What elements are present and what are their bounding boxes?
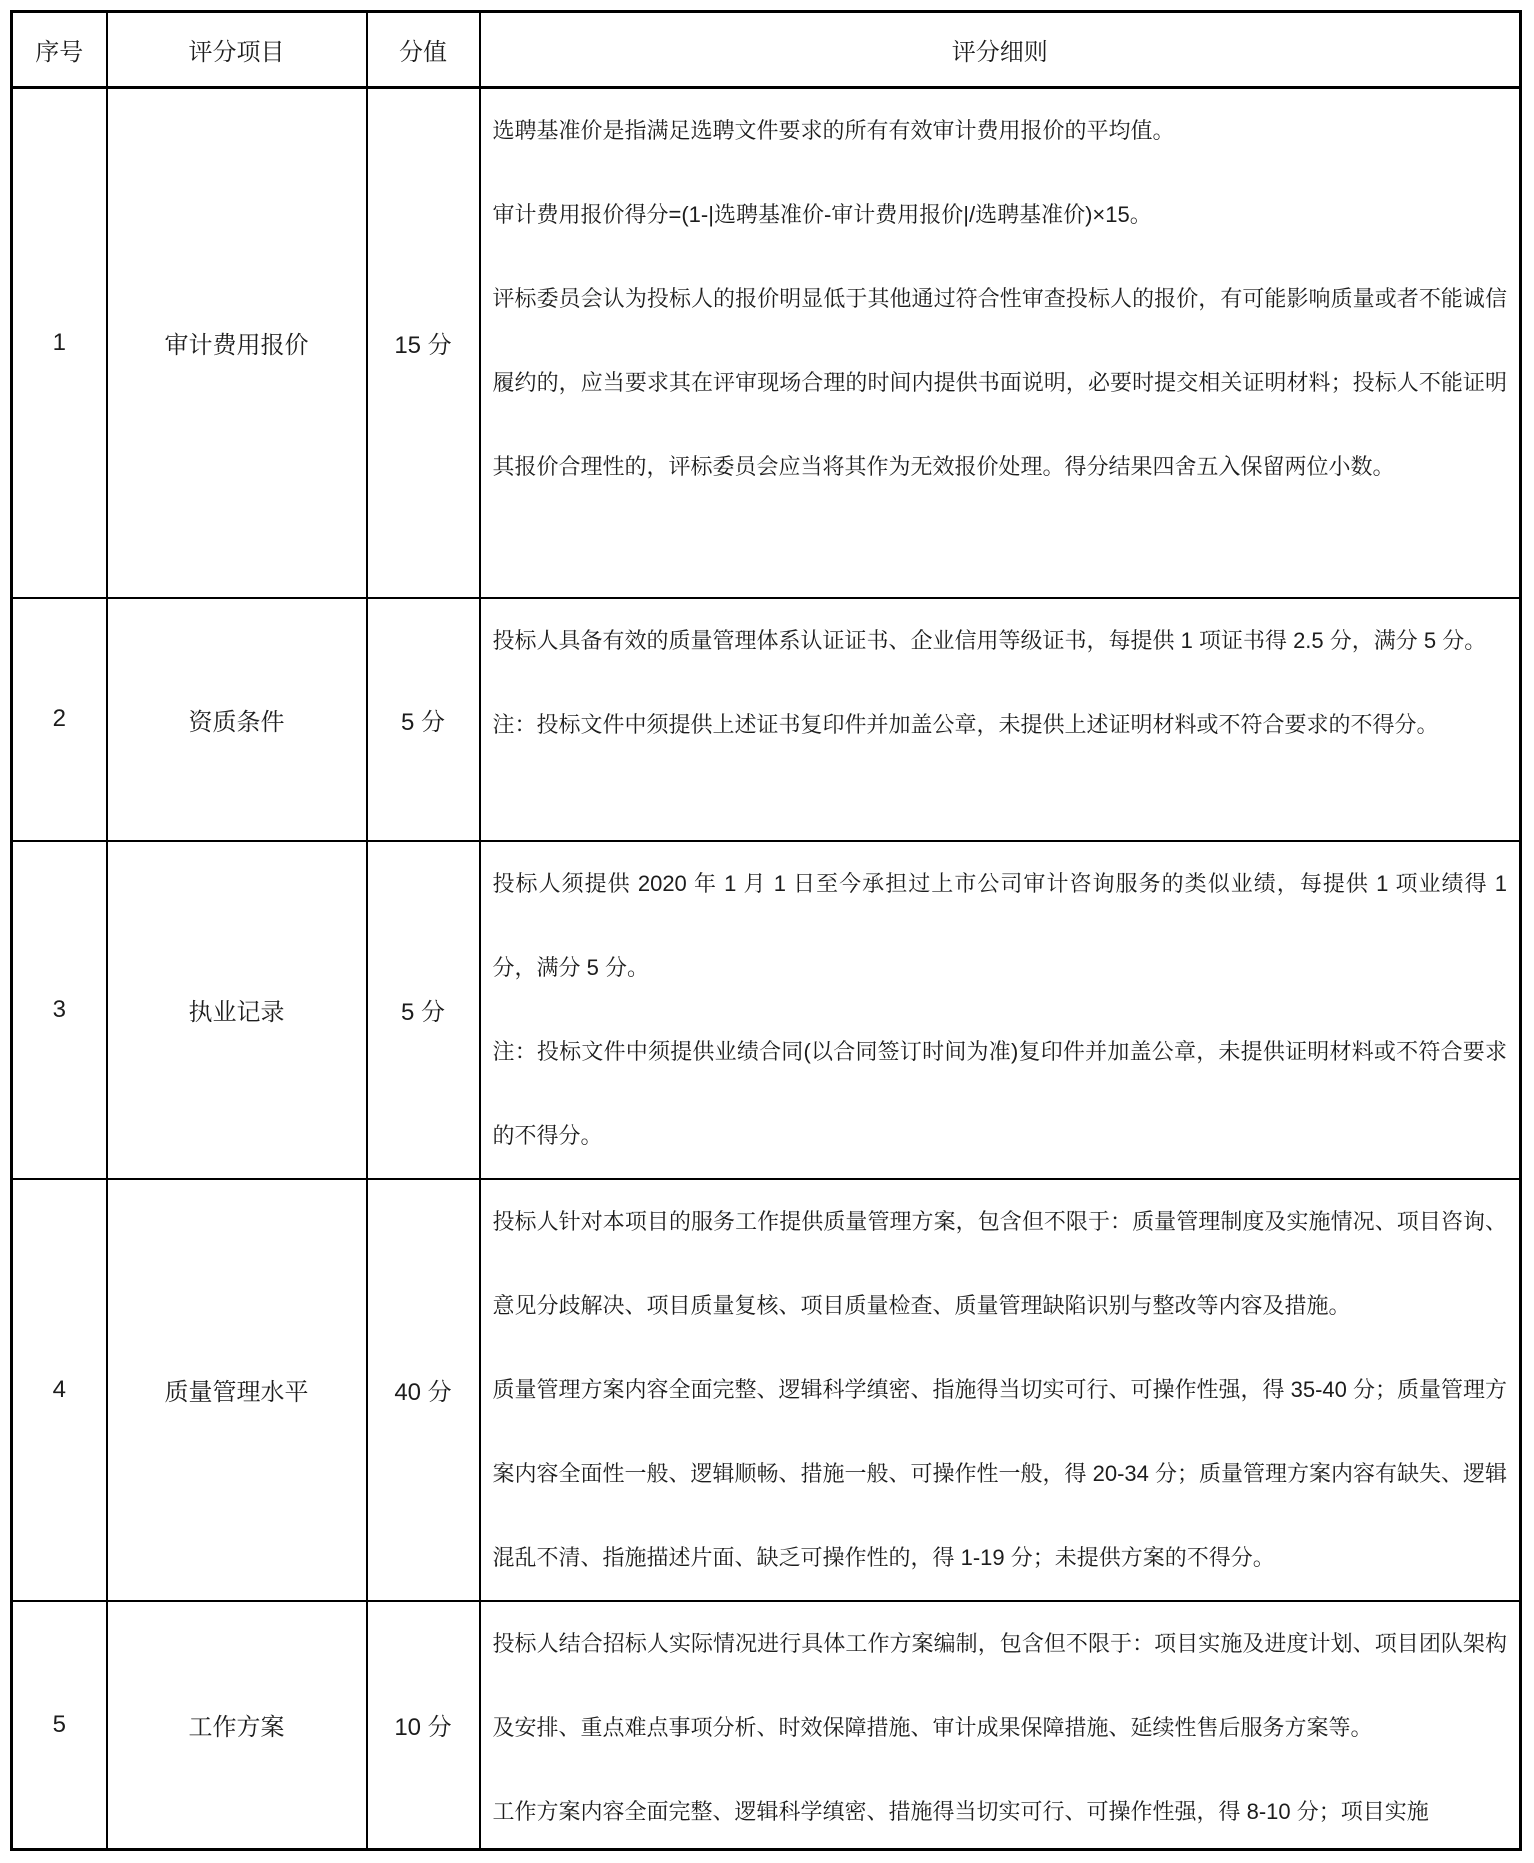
- row-number-cell: 5: [12, 1601, 107, 1850]
- header-scoring-rules: 评分细则: [480, 12, 1521, 88]
- detail-paragraph: 投标人结合招标人实际情况进行具体工作方案编制，包含但不限于：项目实施及进度计划、项目团队架构及安排、重点难点事项分析、时效保障措施、审计成果保障措施、延续性售后服务方案等。: [492, 1630, 1507, 1740]
- score-cell: 5 分: [367, 841, 480, 1179]
- row-number-cell: 3: [12, 841, 107, 1179]
- score-cell: 5 分: [367, 598, 480, 841]
- score-cell: 10 分: [367, 1601, 480, 1850]
- detail-paragraph: 审计费用报价得分=(1-|选聘基准价-审计费用报价|/选聘基准价)×15。: [492, 202, 1152, 227]
- item-cell: 审计费用报价: [107, 88, 367, 598]
- header-scoring-item: 评分项目: [107, 12, 367, 88]
- row-number-cell: 2: [12, 598, 107, 841]
- detail-paragraph: 评标委员会认为投标人的报价明显低于其他通过符合性审查投标人的报价，有可能影响质量或者不能诚信履约的，应当要求其在评审现场合理的时间内提供书面说明，必要时提交相关证明材料；投标人不能证明其报价合理性的，评标委员会应当将其作为无效报价处理。得分结果四舍五入保留两位小数。: [492, 286, 1507, 479]
- detail-paragraph: 投标人针对本项目的服务工作提供质量管理方案，包含但不限于：质量管理制度及实施情况、项目咨询、意见分歧解决、项目质量复核、项目质量检查、质量管理缺陷识别与整改等内容及措施。: [492, 1208, 1507, 1318]
- detail-paragraph: 投标人具备有效的质量管理体系认证证书、企业信用等级证书，每提供 1 项证书得 2.5 分，满分 5 分。: [492, 627, 1487, 653]
- detail-paragraph: 质量管理方案内容全面完整、逻辑科学缜密、指施得当切实可行、可操作性强，得 35-40 分；质量管理方案内容全面性一般、逻辑顺畅、措施一般、可操作性一般，得 20-34 分；质量管理方案内容有缺失、逻辑混乱不清、指施描述片面、缺乏可操作性的，得 1-19 分；未提供方案的不得分。: [492, 1376, 1507, 1570]
- detail-cell: [480, 1179, 1521, 1601]
- score-cell: 15 分: [367, 88, 480, 598]
- clipped-detail-content: [493, 1602, 1508, 1848]
- item-cell: 质量管理水平: [107, 1179, 367, 1601]
- detail-cell: [480, 88, 1521, 598]
- score-cell: 40 分: [367, 1179, 480, 1601]
- row-number-cell: 1: [12, 88, 107, 598]
- table-row: [12, 1179, 1521, 1601]
- table-row: [12, 841, 1521, 1179]
- item-cell: 执业记录: [107, 841, 367, 1179]
- scoring-criteria-table: [10, 10, 1522, 1851]
- detail-paragraph: 投标人须提供 2020 年 1 月 1 日至今承担过上市公司审计咨询服务的类似业绩，每提供 1 项业绩得 1 分，满分 5 分。: [492, 870, 1507, 980]
- detail-cell: [480, 1601, 1521, 1850]
- header-score-value: 分值: [367, 12, 480, 88]
- table-row: [12, 1601, 1521, 1850]
- detail-paragraph: 工作方案内容全面完整、逻辑科学缜密、措施得当切实可行、可操作性强，得 8-10 分；项目实施: [492, 1798, 1429, 1824]
- table-row: [12, 598, 1521, 841]
- table-header-row: [12, 12, 1521, 88]
- item-cell: 资质条件: [107, 598, 367, 841]
- item-cell: 工作方案: [107, 1601, 367, 1850]
- detail-cell: [480, 841, 1521, 1179]
- row-number-cell: 4: [12, 1179, 107, 1601]
- detail-cell: [480, 598, 1521, 841]
- table-row: [12, 88, 1521, 598]
- detail-paragraph: 选聘基准价是指满足选聘文件要求的所有有效审计费用报价的平均值。: [492, 118, 1175, 143]
- detail-paragraph: 注：投标文件中须提供业绩合同(以合同签订时间为准)复印件并加盖公章，未提供证明材料或不符合要求的不得分。: [492, 1038, 1507, 1148]
- detail-paragraph: 注：投标文件中须提供上述证书复印件并加盖公章，未提供上述证明材料或不符合要求的不得分。: [492, 711, 1439, 737]
- header-sequence-number: 序号: [12, 12, 107, 88]
